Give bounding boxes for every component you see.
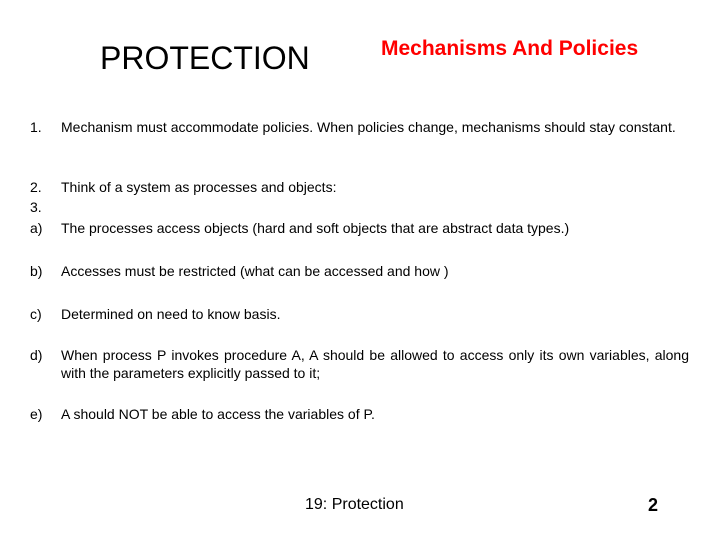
list-item-text: The processes access objects (hard and soft objects that are abstract data types.) — [61, 220, 570, 236]
list-marker: b) — [30, 263, 43, 279]
list-marker: e) — [30, 406, 43, 422]
list-item-text: Mechanism must accommodate policies. When policies change, mechanisms should stay constant. — [61, 119, 676, 135]
list-item-text: A should NOT be able to access the variables of P. — [61, 406, 375, 422]
list-marker: 3. — [30, 199, 42, 215]
list-marker: d) — [30, 347, 43, 363]
list-item-text: Think of a system as processes and objects: — [61, 179, 337, 195]
footer-label: 19: Protection — [305, 496, 404, 513]
slide-subtitle: Mechanisms And Policies — [381, 37, 639, 60]
list-item-text: Accesses must be restricted (what can be accessed and how ) — [61, 263, 449, 279]
list-marker: 2. — [30, 179, 42, 195]
slide-title: PROTECTION — [100, 40, 310, 76]
list-marker: c) — [30, 306, 42, 322]
page-number: 2 — [648, 495, 659, 515]
list-item-text: Determined on need to know basis. — [61, 306, 281, 322]
list-marker: a) — [30, 220, 43, 236]
list-item-text: When process P invokes procedure A, A should be allowed to access only its own variables, along with the parameters explicitly passed to it; — [61, 347, 689, 381]
list-marker: 1. — [30, 119, 42, 135]
